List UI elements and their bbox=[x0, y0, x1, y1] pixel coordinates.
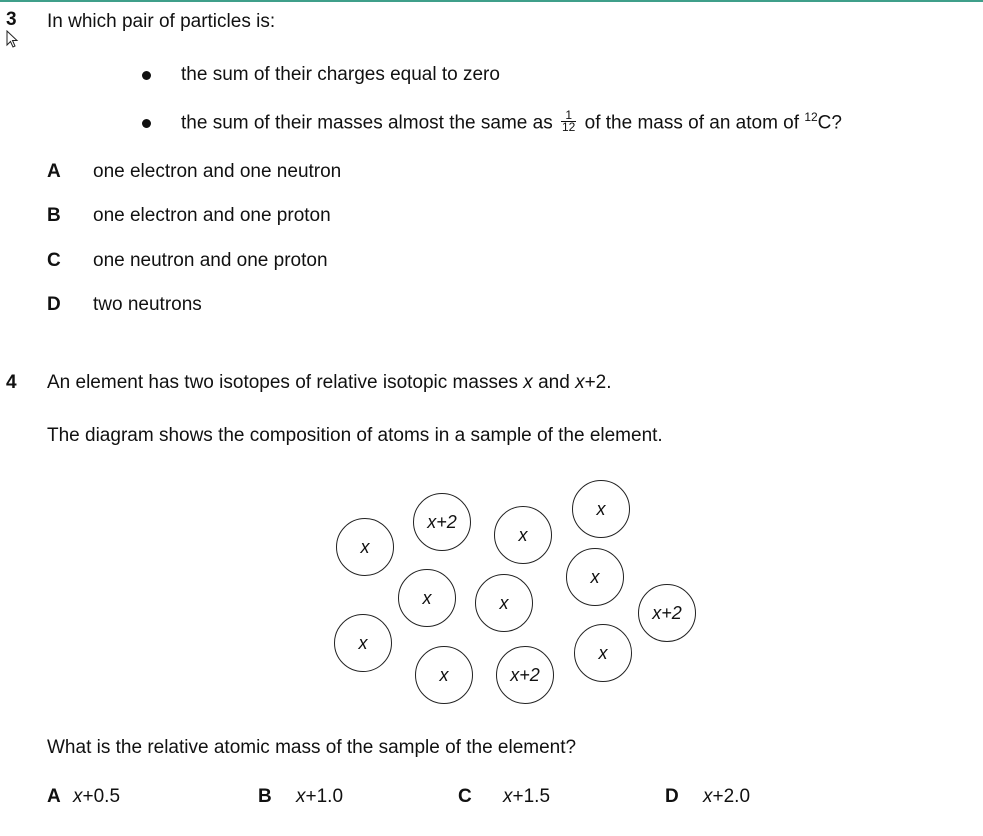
option-letter: B bbox=[258, 786, 272, 807]
q3-bullet-2-pre: the sum of their masses almost the same as bbox=[181, 112, 553, 134]
option-var: x bbox=[296, 786, 306, 807]
q4-option-a[interactable] bbox=[47, 786, 120, 808]
top-border-line bbox=[0, 0, 983, 2]
q3-stem: In which pair of particles is: bbox=[47, 11, 276, 32]
option-text: one neutron and one proton bbox=[93, 250, 328, 271]
atom-circle: x bbox=[475, 574, 533, 632]
atom-circle: x bbox=[415, 646, 473, 704]
fraction-one-twelfth bbox=[561, 110, 576, 133]
atom-circle: x bbox=[336, 518, 394, 576]
option-letter: C bbox=[47, 250, 61, 271]
q4-stem bbox=[47, 372, 612, 394]
fraction-numerator: 1 bbox=[561, 110, 576, 122]
q3-bullet-2-post: of the mass of an atom of bbox=[584, 112, 800, 134]
option-text: two neutrons bbox=[93, 294, 202, 315]
q4-stem-post: +2. bbox=[584, 372, 612, 393]
option-text: +1.0 bbox=[305, 786, 344, 807]
q4-option-b[interactable] bbox=[258, 786, 343, 808]
option-letter: D bbox=[665, 786, 679, 807]
option-text: +0.5 bbox=[82, 786, 121, 807]
q4-var-x: x bbox=[523, 372, 533, 393]
option-letter: B bbox=[47, 205, 61, 226]
atom-circle: x+2 bbox=[413, 493, 471, 551]
option-letter: D bbox=[47, 294, 61, 315]
q4-option-d[interactable] bbox=[665, 786, 750, 808]
q4-stem-pre: An element has two isotopes of relative isotopic masses bbox=[47, 372, 524, 393]
q4-number: 4 bbox=[6, 372, 17, 393]
option-letter: A bbox=[47, 786, 61, 807]
q3-bullet-2 bbox=[181, 108, 842, 135]
atom-circle: x+2 bbox=[638, 584, 696, 642]
q4-diagram-caption: The diagram shows the composition of atoms in a sample of the element. bbox=[47, 425, 663, 446]
q4-var-x2: x bbox=[575, 372, 585, 393]
option-var: x bbox=[503, 786, 513, 807]
fraction-denominator: 12 bbox=[562, 120, 576, 134]
q4-stem-mid: and bbox=[532, 372, 576, 393]
q3-bullet-1: the sum of their charges equal to zero bbox=[181, 64, 500, 85]
option-text: +2.0 bbox=[712, 786, 751, 807]
option-letter: A bbox=[47, 161, 61, 182]
q3-option-d[interactable] bbox=[47, 294, 202, 316]
option-text: one electron and one neutron bbox=[93, 161, 342, 182]
atom-circle: x bbox=[398, 569, 456, 627]
atom-circle: x bbox=[494, 506, 552, 564]
q3-option-c[interactable] bbox=[47, 250, 328, 272]
bullet-dot bbox=[142, 119, 151, 128]
atom-circle: x bbox=[574, 624, 632, 682]
mouse-pointer-icon bbox=[5, 30, 21, 50]
q3-option-b[interactable] bbox=[47, 205, 331, 227]
isotope-symbol: C? bbox=[817, 112, 842, 134]
option-letter: C bbox=[458, 786, 472, 807]
option-text: one electron and one proton bbox=[93, 205, 331, 226]
q3-number: 3 bbox=[6, 9, 17, 30]
q4-option-c[interactable] bbox=[458, 786, 550, 808]
isotope-mass-number: 12 bbox=[804, 110, 818, 125]
atom-circle: x bbox=[566, 548, 624, 606]
bullet-dot bbox=[142, 71, 151, 80]
atom-circle: x+2 bbox=[496, 646, 554, 704]
q4-question: What is the relative atomic mass of the sample of the element? bbox=[47, 737, 577, 758]
option-text: +1.5 bbox=[512, 786, 551, 807]
q3-option-a[interactable] bbox=[47, 161, 341, 183]
option-var: x bbox=[703, 786, 713, 807]
atom-circle: x bbox=[572, 480, 630, 538]
atom-circle: x bbox=[334, 614, 392, 672]
option-var: x bbox=[73, 786, 83, 807]
